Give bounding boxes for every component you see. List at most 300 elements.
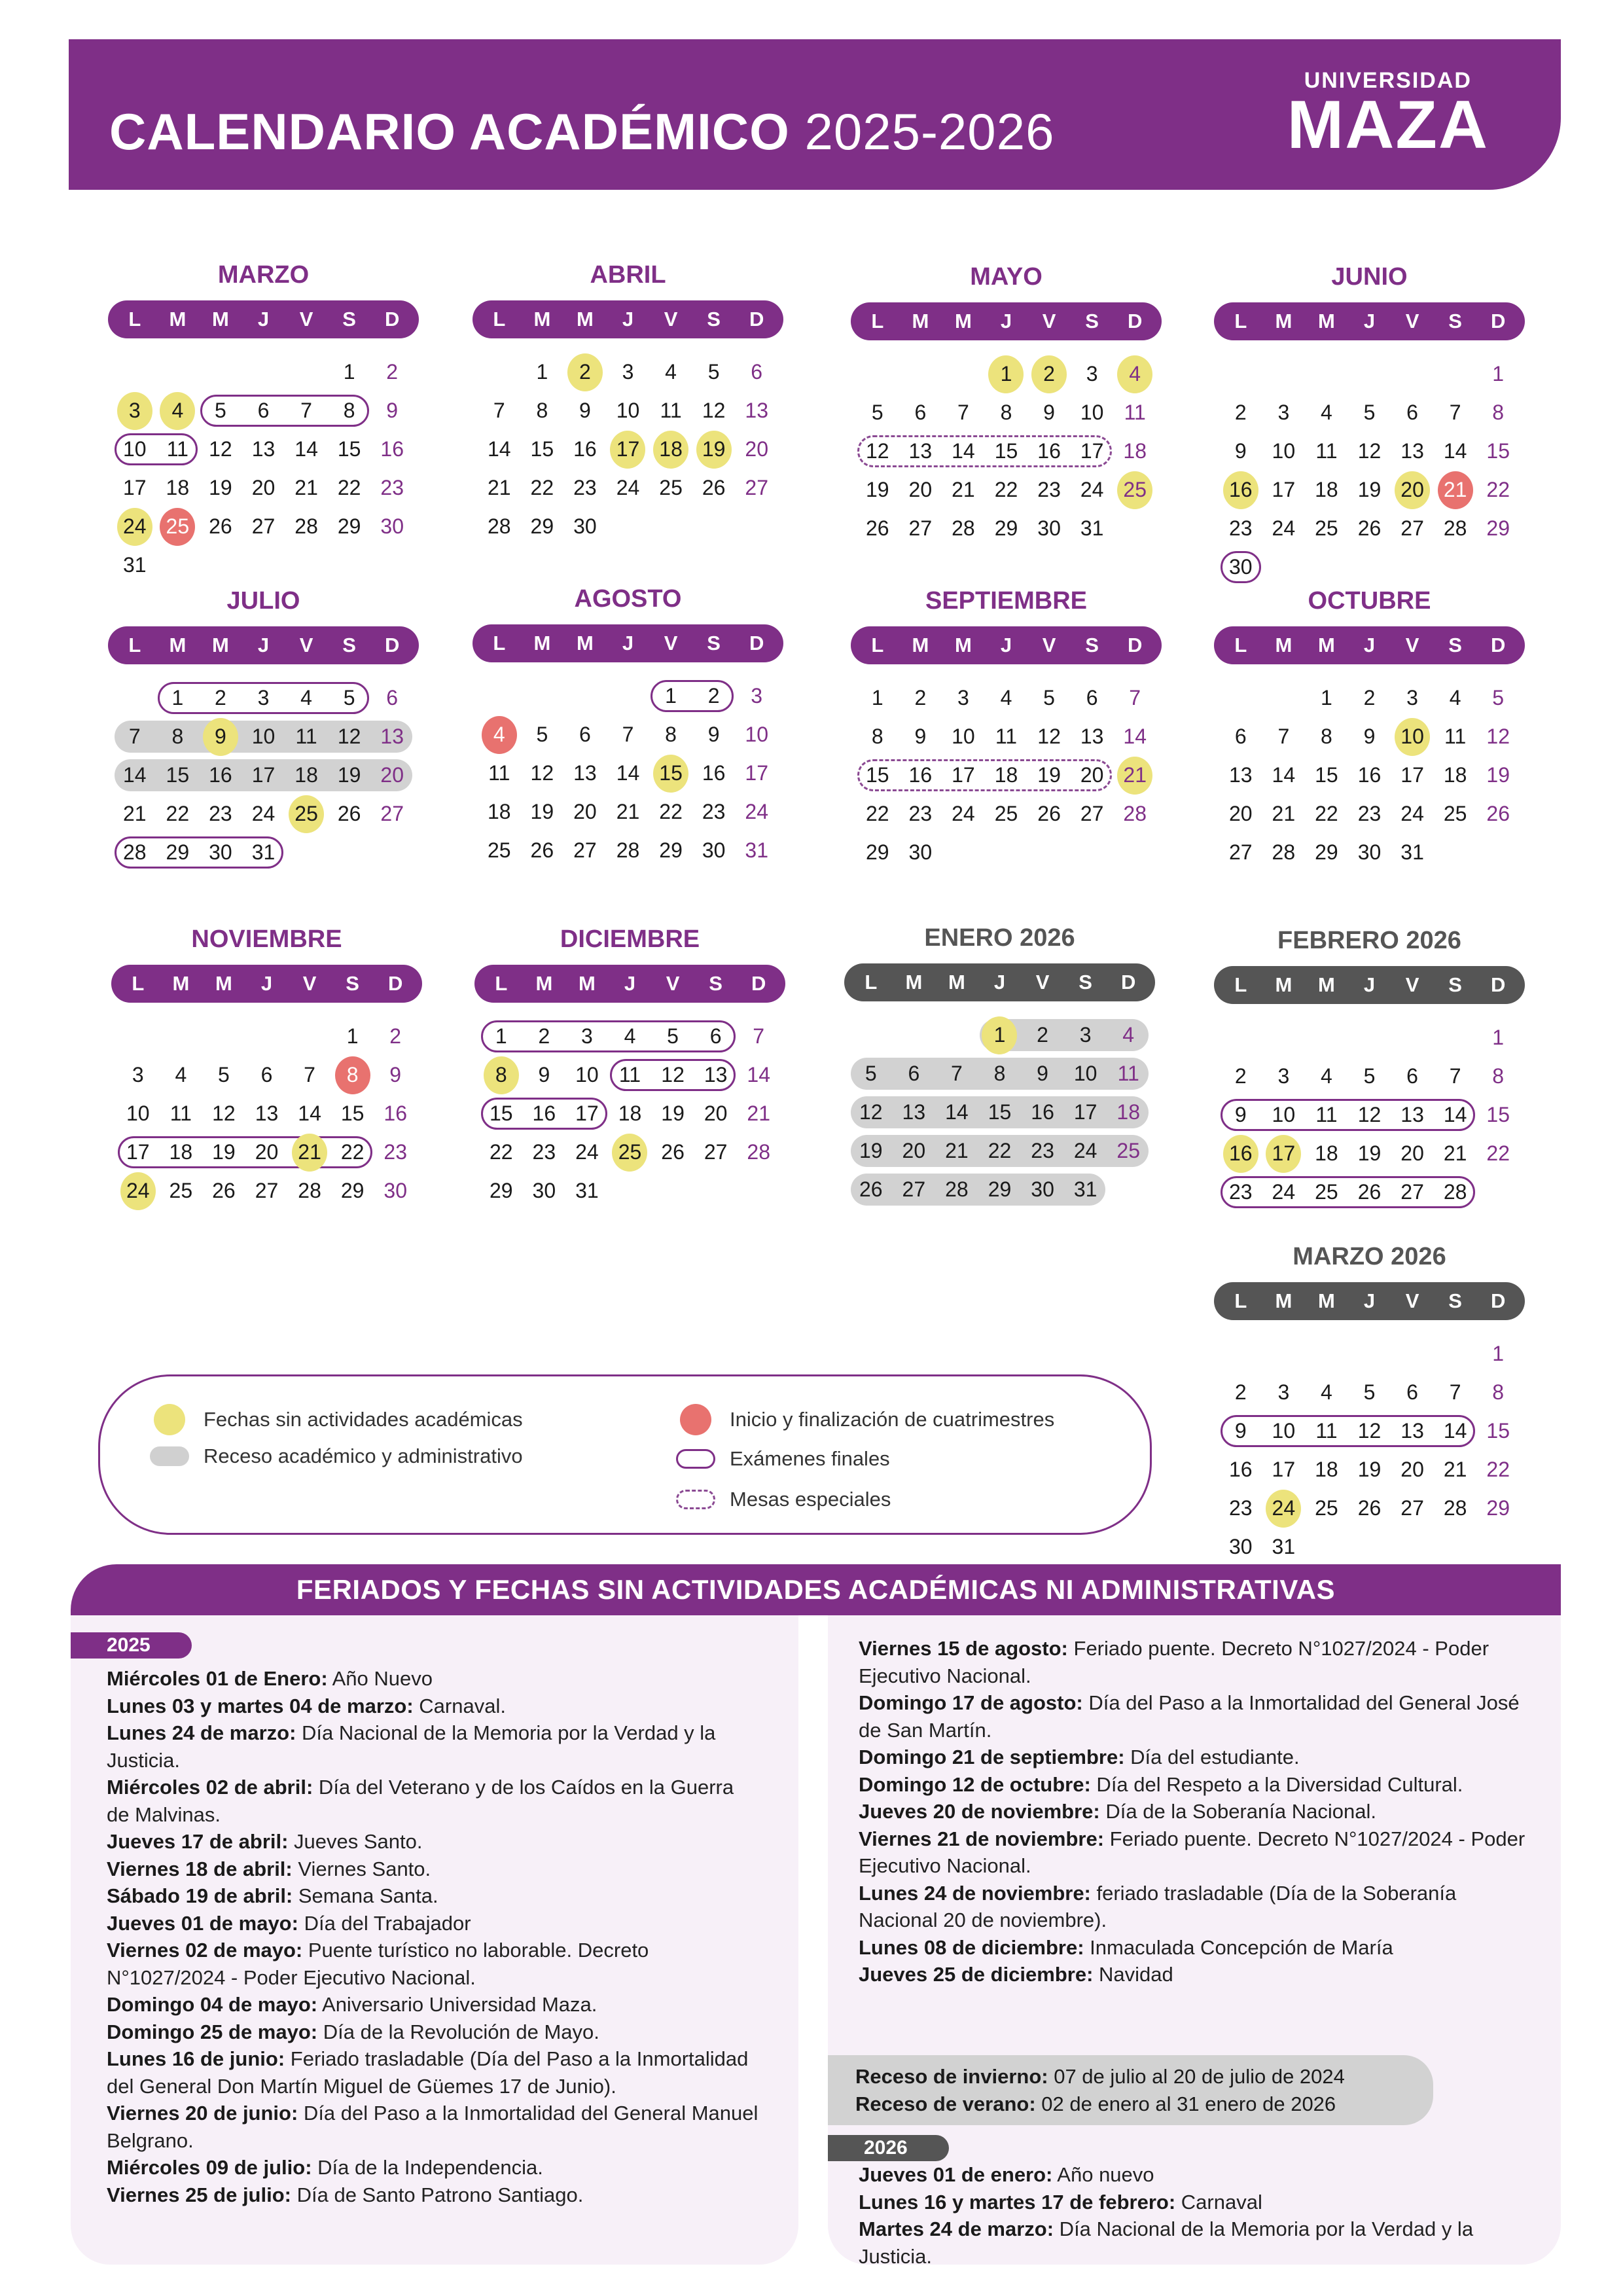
day-cell: 16 <box>1219 1141 1262 1166</box>
holiday-entry <box>859 1825 1539 1880</box>
day-cell: 29 <box>166 840 190 864</box>
day-cell: 9 <box>1234 1103 1247 1126</box>
weekday-header <box>851 626 1162 664</box>
day-cell: 2 <box>1234 1380 1247 1404</box>
day-cell: 25 <box>169 1179 193 1202</box>
holidays-list-2025 <box>107 1665 761 2208</box>
day-cell: 18 <box>1315 1141 1338 1165</box>
weekday-label: S <box>1079 971 1092 994</box>
day-cell: 26 <box>209 514 232 538</box>
day-cell: 28 <box>1443 1180 1467 1204</box>
week-row <box>856 355 1156 393</box>
week-row <box>1219 509 1520 548</box>
day-cell: 16 <box>1357 763 1382 787</box>
holiday-description: Inmaculada Concepción de María <box>1084 1935 1393 1959</box>
day-cell: 18 <box>649 437 692 461</box>
month-abril <box>473 259 783 546</box>
weekday-label: V <box>299 634 313 656</box>
day-cell: 11 <box>488 761 510 785</box>
day-cell: 2 <box>563 360 607 384</box>
day-cell: 27 <box>745 476 768 499</box>
legend-item-recess <box>150 1444 523 1468</box>
page-title <box>109 102 1054 162</box>
day-cell: 1 <box>978 1023 1022 1047</box>
holiday-entry <box>107 1774 761 1828</box>
day-cell: 23 <box>702 800 726 823</box>
day-cell: 4 <box>665 360 677 384</box>
month-title: NOVIEMBRE <box>191 925 342 953</box>
day-cell: 7 <box>1277 725 1290 748</box>
day-cell: 12 <box>1357 439 1382 463</box>
week-row <box>113 469 414 507</box>
red-circle-icon <box>680 1404 711 1435</box>
legend-label: Mesas especiales <box>730 1488 891 1511</box>
holiday-description: Día de Santo Patrono Santiago. <box>291 2183 584 2206</box>
day-cell: 25 <box>1315 1496 1338 1520</box>
day-cell: 11 <box>660 399 682 422</box>
day-cell: 26 <box>1486 802 1510 825</box>
month-marzo <box>108 259 419 584</box>
week-row <box>1219 548 1520 586</box>
weekday-label: L <box>871 310 884 332</box>
week-row <box>856 432 1156 471</box>
days-grid <box>108 679 419 872</box>
weekday-label: D <box>1121 971 1136 994</box>
month-agosto <box>473 583 783 870</box>
day-cell: 11 <box>1124 401 1146 424</box>
day-cell: 29 <box>988 1177 1012 1201</box>
day-cell: 18 <box>1123 439 1147 463</box>
university-logo <box>1287 68 1489 163</box>
day-cell: 29 <box>1315 840 1338 864</box>
day-cell: 19 <box>661 1102 685 1125</box>
holiday-entry <box>859 2215 1539 2270</box>
weekday-label: M <box>1318 1289 1335 1312</box>
holiday-date: Viernes 15 de agosto: <box>859 1637 1068 1660</box>
holiday-entry <box>859 1635 1539 1689</box>
week-row <box>113 430 414 469</box>
day-cell: 15 <box>337 437 361 461</box>
week-row <box>480 1133 780 1172</box>
day-cell: 23 <box>532 1140 556 1164</box>
day-cell: 23 <box>908 802 933 825</box>
day-cell: 3 <box>1277 401 1290 424</box>
day-cell: 13 <box>1400 1103 1424 1126</box>
month-title: MAYO <box>970 263 1043 291</box>
day-cell: 14 <box>1443 1419 1467 1443</box>
day-cell: 27 <box>251 514 276 538</box>
day-cell: 28 <box>487 514 511 538</box>
logo-top-text: UNIVERSIDAD <box>1304 68 1472 93</box>
weekday-header <box>474 965 785 1003</box>
day-cell: 21 <box>1113 763 1156 787</box>
day-cell: 1 <box>1492 1342 1505 1365</box>
holiday-date: Lunes 03 y martes 04 de marzo: <box>107 1694 414 1717</box>
day-cell: 17 <box>952 763 975 787</box>
holiday-entry <box>107 1882 761 1910</box>
weekday-label: V <box>1405 634 1419 656</box>
days-grid <box>473 677 783 870</box>
day-cell: 16 <box>1219 478 1262 502</box>
day-cell: 10 <box>952 725 975 748</box>
weekday-label: L <box>865 971 878 994</box>
day-cell: 2 <box>389 1024 402 1048</box>
day-cell: 31 <box>1080 516 1104 540</box>
day-cell: 25 <box>156 514 200 539</box>
day-cell: 27 <box>902 1177 926 1201</box>
day-cell: 22 <box>659 800 683 823</box>
day-cell: 12 <box>209 437 232 461</box>
day-cell: 13 <box>704 1063 728 1086</box>
day-cell: 24 <box>1272 1180 1296 1204</box>
day-cell: 20 <box>255 1140 279 1164</box>
weekday-header <box>1214 626 1525 664</box>
weekday-label: V <box>299 308 313 331</box>
day-cell: 19 <box>1357 1141 1382 1165</box>
day-cell: 19 <box>692 437 736 461</box>
holiday-entry <box>107 1693 761 1720</box>
day-cell: 10 <box>1391 725 1434 749</box>
weekday-header <box>1214 966 1525 1004</box>
weekday-label: M <box>215 972 232 995</box>
week-row <box>113 391 414 430</box>
day-cell: 8 <box>480 1063 523 1087</box>
weekday-label: S <box>1448 634 1462 656</box>
weekday-label: V <box>302 972 317 995</box>
holiday-date: Viernes 02 de mayo: <box>107 1939 303 1962</box>
week-row <box>1219 1173 1520 1211</box>
day-cell: 12 <box>661 1063 685 1086</box>
day-cell: 21 <box>1434 478 1477 502</box>
day-cell: 7 <box>1449 1064 1461 1088</box>
day-cell: 16 <box>1031 1100 1054 1124</box>
holiday-entry <box>855 2090 1433 2118</box>
day-cell: 1 <box>346 1024 359 1048</box>
holiday-date: Miércoles 01 de Enero: <box>107 1667 328 1690</box>
day-cell: 10 <box>1272 1103 1296 1126</box>
month-title: ABRIL <box>590 261 666 289</box>
day-cell: 20 <box>1400 1141 1424 1165</box>
month-title: AGOSTO <box>574 585 682 613</box>
outlined-pill-icon <box>676 1449 715 1469</box>
week-row <box>113 353 414 391</box>
day-cell: 3 <box>622 360 634 384</box>
day-cell: 2 <box>1027 362 1071 386</box>
day-cell: 15 <box>530 437 554 461</box>
day-cell: 15 <box>994 439 1018 463</box>
day-cell: 24 <box>1400 802 1424 825</box>
weekday-label: L <box>871 634 884 656</box>
day-cell: 24 <box>616 476 640 499</box>
day-cell: 8 <box>1492 1064 1505 1088</box>
weekday-label: S <box>342 634 356 656</box>
yellow-circle-icon <box>154 1404 185 1435</box>
day-cell: 4 <box>1321 401 1332 424</box>
day-cell: 14 <box>1123 725 1147 748</box>
weekday-label: J <box>1000 634 1012 656</box>
weekday-label: M <box>169 308 187 331</box>
day-cell: 10 <box>251 725 276 748</box>
day-cell: 29 <box>1486 516 1510 540</box>
day-cell: 3 <box>581 1024 593 1048</box>
holiday-description: Día Nacional de la Memoria por la Verdad y la Justicia. <box>859 2217 1474 2268</box>
weekday-label: S <box>346 972 359 995</box>
weekday-label: V <box>664 308 678 331</box>
week-row <box>113 833 414 872</box>
day-cell: 11 <box>169 1102 192 1125</box>
week-row <box>1219 1096 1520 1134</box>
day-cell: 23 <box>380 476 404 499</box>
day-cell: 16 <box>702 761 726 785</box>
day-cell: 17 <box>251 763 276 787</box>
day-cell: 2 <box>1037 1023 1048 1047</box>
week-row <box>1219 1489 1520 1528</box>
day-cell: 5 <box>536 723 548 746</box>
day-cell: 13 <box>908 439 933 463</box>
day-cell: 21 <box>294 476 318 499</box>
week-row <box>1219 1335 1520 1373</box>
weekday-label: L <box>1234 634 1247 656</box>
day-cell: 22 <box>1486 478 1510 501</box>
holiday-entry <box>859 2161 1539 2189</box>
holiday-date: Domingo 17 de agosto: <box>859 1691 1083 1714</box>
day-cell: 25 <box>1116 1139 1140 1162</box>
day-cell: 8 <box>665 723 677 746</box>
holiday-entry <box>859 1744 1539 1771</box>
week-row <box>849 1093 1150 1132</box>
day-cell: 30 <box>1037 516 1061 540</box>
week-row <box>1219 679 1520 717</box>
day-cell: 21 <box>945 1139 969 1162</box>
day-cell: 15 <box>988 1100 1012 1124</box>
day-cell: 3 <box>957 686 969 709</box>
weekday-label: J <box>1000 310 1012 332</box>
holiday-date: Lunes 24 de marzo: <box>107 1721 296 1744</box>
weekday-label: J <box>622 308 634 331</box>
day-cell: 27 <box>1400 516 1424 540</box>
holiday-description: Puente turístico no laborable. Decreto N°1027/2024 - Poder Ejecutivo Nacional. <box>107 1939 649 1989</box>
holiday-entry <box>107 2181 761 2209</box>
day-cell: 6 <box>1234 725 1247 748</box>
day-cell: 17 <box>745 761 768 785</box>
week-row <box>116 1056 417 1094</box>
day-cell: 7 <box>957 401 969 424</box>
weekday-label: S <box>707 632 721 655</box>
day-cell: 11 <box>1315 1103 1338 1126</box>
day-cell: 9 <box>1234 1419 1247 1443</box>
week-row <box>478 677 778 715</box>
day-cell: 28 <box>298 1179 321 1202</box>
day-cell: 29 <box>530 514 554 538</box>
day-cell: 10 <box>575 1063 599 1086</box>
day-cell: 3 <box>257 686 270 709</box>
week-row <box>478 754 778 793</box>
week-row <box>856 795 1156 833</box>
day-cell: 29 <box>337 514 361 538</box>
day-cell: 21 <box>747 1102 770 1125</box>
day-cell: 4 <box>1122 1023 1135 1047</box>
day-cell: 23 <box>1357 802 1382 825</box>
week-row <box>1219 756 1520 795</box>
weekday-label: L <box>132 972 145 995</box>
day-cell: 10 <box>1272 1419 1296 1443</box>
day-cell: 17 <box>1080 439 1104 463</box>
day-cell: 20 <box>380 763 404 787</box>
day-cell: 8 <box>331 1063 374 1087</box>
holiday-entry <box>859 2189 1539 2216</box>
holiday-date: Jueves 17 de abril: <box>107 1830 289 1853</box>
day-cell: 14 <box>747 1063 770 1086</box>
weekday-label: D <box>385 634 400 656</box>
holiday-date: Receso de verano: <box>855 2092 1036 2115</box>
day-cell: 2 <box>1234 1064 1247 1088</box>
day-cell: 30 <box>532 1179 556 1202</box>
day-cell: 17 <box>1400 763 1424 787</box>
day-cell: 30 <box>380 514 404 538</box>
weekday-label: M <box>955 634 972 656</box>
holiday-date: Receso de invierno: <box>855 2065 1048 2088</box>
week-row <box>116 1133 417 1172</box>
holiday-description: 02 de enero al 31 enero de 2026 <box>1035 2092 1336 2115</box>
week-row <box>113 507 414 546</box>
day-cell: 22 <box>1486 1458 1510 1481</box>
holiday-description: Día de la Independencia. <box>312 2156 543 2179</box>
day-cell: 4 <box>300 686 312 709</box>
weekday-label: S <box>1085 634 1099 656</box>
holiday-entry <box>859 1961 1539 1988</box>
day-cell: 30 <box>573 514 597 538</box>
month-title: JULIO <box>226 587 300 615</box>
legend-label: Fechas sin actividades académicas <box>204 1408 523 1431</box>
day-cell: 27 <box>380 802 404 825</box>
holidays-panel-2025-2026 <box>828 1615 1561 2268</box>
holiday-entry <box>107 1719 761 1774</box>
holidays-panel-2025 <box>71 1615 798 2265</box>
day-cell: 21 <box>616 800 640 823</box>
legend-item-final-exams <box>676 1447 890 1471</box>
day-cell: 22 <box>166 802 190 825</box>
month-title: FEBRERO 2026 <box>1277 927 1461 954</box>
holiday-entry <box>107 1991 761 2018</box>
year-tag-2026: 2026 <box>828 2135 949 2161</box>
weekday-label: V <box>666 972 680 995</box>
day-cell: 4 <box>175 1063 187 1086</box>
weekday-label: S <box>1448 973 1462 996</box>
day-cell: 13 <box>1080 725 1104 748</box>
holiday-date: Martes 24 de marzo: <box>859 2217 1054 2240</box>
day-cell: 22 <box>1315 802 1338 825</box>
day-cell: 1 <box>343 360 355 384</box>
day-cell: 26 <box>702 476 726 499</box>
day-cell: 24 <box>251 802 276 825</box>
day-cell: 1 <box>871 686 883 709</box>
day-cell: 24 <box>952 802 975 825</box>
holiday-description: Año nuevo <box>1052 2163 1154 2186</box>
day-cell: 28 <box>1443 516 1467 540</box>
days-grid <box>474 1017 785 1210</box>
day-cell: 24 <box>116 1179 160 1203</box>
holiday-description: Día del Respeto a la Diversidad Cultural. <box>1090 1772 1463 1796</box>
week-row <box>1219 1450 1520 1489</box>
holiday-description: Día del Veterano y de los Caídos en la Guerra de Malvinas. <box>107 1776 734 1826</box>
weekday-label: M <box>948 971 965 994</box>
day-cell: 1 <box>985 362 1028 386</box>
day-cell: 23 <box>383 1140 407 1164</box>
days-grid <box>1214 355 1525 586</box>
day-cell: 18 <box>1443 763 1467 787</box>
day-cell: 20 <box>1391 478 1434 502</box>
weekday-header <box>108 300 419 338</box>
weekday-label: M <box>1318 634 1335 656</box>
weekday-label: J <box>1363 973 1376 996</box>
dashed-pill-icon <box>676 1490 715 1509</box>
week-row <box>113 795 414 833</box>
day-cell: 13 <box>1400 439 1424 463</box>
month-julio <box>108 584 419 872</box>
day-cell: 17 <box>126 1140 150 1164</box>
day-cell: 12 <box>865 439 889 463</box>
month-title: SEPTIEMBRE <box>925 587 1088 615</box>
day-cell: 27 <box>1400 1496 1424 1520</box>
holiday-date: Lunes 24 de noviembre: <box>859 1881 1091 1905</box>
holiday-date: Miércoles 02 de abril: <box>107 1776 313 1799</box>
day-cell: 26 <box>661 1140 685 1164</box>
day-cell: 24 <box>1080 478 1104 501</box>
day-cell: 29 <box>994 516 1018 540</box>
day-cell: 28 <box>747 1140 770 1164</box>
day-cell: 7 <box>622 723 634 746</box>
day-cell: 18 <box>487 800 511 823</box>
weekday-label: D <box>1128 634 1143 656</box>
day-cell: 15 <box>489 1102 513 1125</box>
weekday-label: M <box>535 972 553 995</box>
day-cell: 6 <box>257 399 270 422</box>
holiday-description: Feriado puente. Decreto N°1027/2024 - Poder Ejecutivo Nacional. <box>859 1827 1525 1877</box>
day-cell: 6 <box>260 1063 273 1086</box>
day-cell: 20 <box>573 800 597 823</box>
day-cell: 23 <box>1228 1496 1253 1520</box>
day-cell: 13 <box>1400 1419 1424 1443</box>
day-cell: 2 <box>707 684 720 708</box>
legend-item-special-exams <box>676 1488 891 1511</box>
day-cell: 31 <box>745 838 768 862</box>
day-cell: 23 <box>209 802 232 825</box>
weekday-label: S <box>709 972 722 995</box>
day-cell: 19 <box>1486 763 1510 787</box>
title-year: 2025-2026 <box>804 103 1055 160</box>
week-row <box>1219 1134 1520 1173</box>
day-cell: 5 <box>865 1062 877 1085</box>
day-cell: 14 <box>298 1102 321 1125</box>
day-cell: 25 <box>1315 516 1338 540</box>
day-cell: 17 <box>122 476 147 499</box>
day-cell: 1 <box>1321 686 1332 709</box>
day-cell: 28 <box>122 840 147 864</box>
day-cell: 12 <box>859 1100 883 1124</box>
day-cell: 23 <box>1228 516 1253 540</box>
day-cell: 28 <box>616 838 640 862</box>
day-cell: 10 <box>126 1102 150 1125</box>
week-row <box>478 715 778 754</box>
week-row <box>849 1132 1150 1170</box>
day-cell: 30 <box>702 838 726 862</box>
day-cell: 9 <box>579 399 591 422</box>
day-cell: 9 <box>199 725 242 749</box>
day-cell: 3 <box>1277 1064 1290 1088</box>
day-cell: 16 <box>908 763 933 787</box>
weekday-header <box>473 300 783 338</box>
weekday-label: D <box>1491 634 1506 656</box>
